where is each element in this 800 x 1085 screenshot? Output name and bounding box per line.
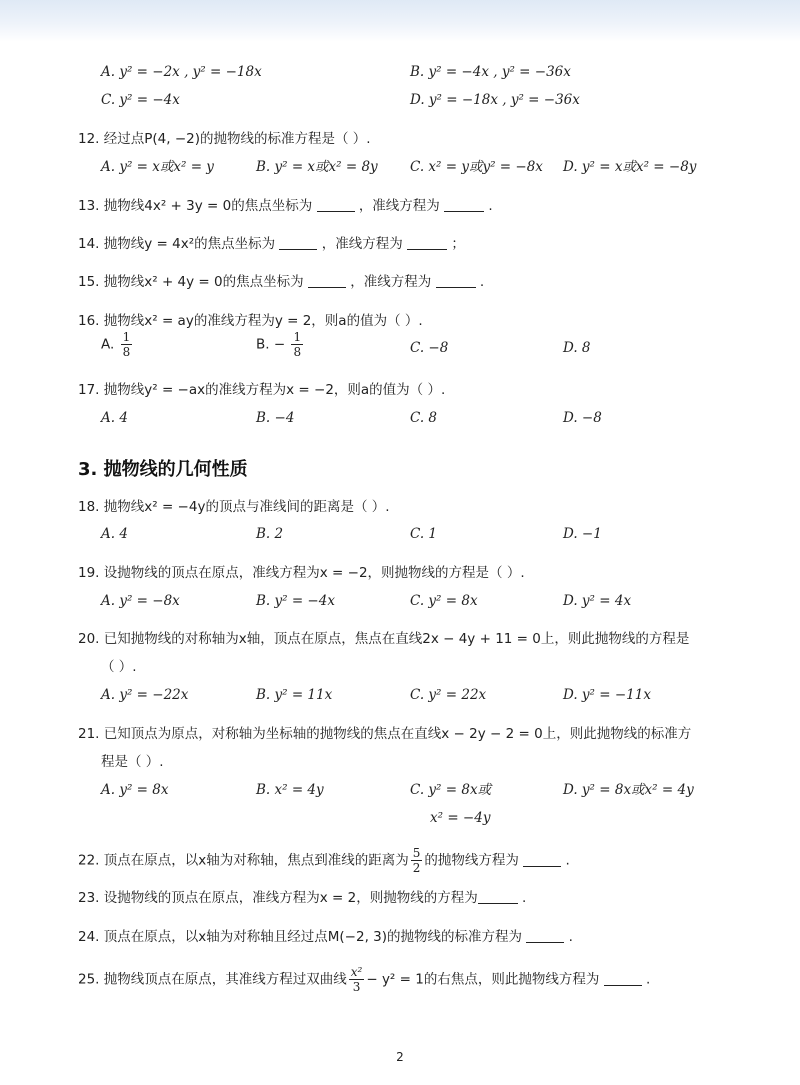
q18-option-a: A. 4 bbox=[101, 526, 128, 542]
q22-text-a: 22. 顶点在原点，以x轴为对称轴，焦点到准线的距离为 bbox=[78, 852, 409, 869]
q23-text-c: . bbox=[522, 890, 527, 906]
answer-blank bbox=[308, 273, 346, 288]
question-15-stem bbox=[78, 272, 484, 292]
q18-option-b: B. 2 bbox=[256, 526, 284, 542]
q19-option-b: B. y² = −4x bbox=[256, 593, 335, 609]
q12-option-a: A. y² = x或x² = y bbox=[101, 159, 214, 175]
q16-option-c: C. −8 bbox=[410, 340, 449, 356]
q25-fraction bbox=[349, 965, 365, 994]
q19-option-d: D. y² = 4x bbox=[563, 593, 632, 609]
answer-blank bbox=[407, 235, 447, 250]
q15-text-c: . bbox=[479, 274, 485, 290]
q25-text-c: . bbox=[645, 971, 651, 988]
option-b: B. y² = −4x , y² = −36x bbox=[410, 64, 571, 80]
q13-text-c: . bbox=[488, 198, 493, 214]
question-21-stem-cont: 程是（ ）. bbox=[101, 754, 164, 770]
question-18-stem: 18. 抛物线x² = −4y的顶点与准线间的距离是（ ）. bbox=[78, 499, 390, 515]
q17-option-a: A. 4 bbox=[101, 410, 128, 426]
q21-option-c: C. y² = 8x或 bbox=[410, 782, 492, 798]
q21-option-d: D. y² = 8x或x² = 4y bbox=[563, 782, 694, 798]
question-12-stem: 12. 经过点P(4, −2)的抛物线的标准方程是（ ）. bbox=[78, 131, 371, 147]
fraction-denominator: 8 bbox=[293, 345, 302, 359]
q25-text-a: 25. 抛物线顶点在原点，其准线方程过双曲线 bbox=[78, 971, 347, 988]
question-25-stem bbox=[78, 965, 650, 994]
q22-text-c: . bbox=[565, 852, 570, 869]
q18-option-d: D. −1 bbox=[563, 526, 602, 542]
section-3-heading: 3. 抛物线的几何性质 bbox=[78, 459, 248, 480]
question-20-stem: 20. 已知抛物线的对称轴为x轴，顶点在原点，焦点在直线2x − 4y + 11 = 0上，则此抛物线的方程是 bbox=[78, 631, 690, 647]
question-23-stem bbox=[78, 888, 526, 908]
q17-option-c: C. 8 bbox=[410, 410, 438, 426]
question-13-stem bbox=[78, 196, 493, 216]
q19-option-c: C. y² = 8x bbox=[410, 593, 478, 609]
q16-b-fraction bbox=[291, 330, 303, 359]
answer-blank bbox=[279, 235, 317, 250]
fraction-denominator: 2 bbox=[412, 861, 421, 875]
q14-text-c: ； bbox=[451, 236, 465, 252]
q24-text-a: 24. 顶点在原点，以x轴为对称轴且经过点M(−2, 3)的抛物线的标准方程为 bbox=[78, 929, 523, 945]
q16-option-d: D. 8 bbox=[563, 340, 591, 356]
q12-option-d: D. y² = x或x² = −8y bbox=[563, 159, 697, 175]
answer-blank bbox=[604, 971, 642, 986]
q21-option-b: B. x² = 4y bbox=[256, 782, 324, 798]
option-c: C. y² = −4x bbox=[101, 92, 180, 108]
answer-blank bbox=[526, 928, 564, 943]
fraction-numerator: x² bbox=[350, 965, 363, 979]
question-24-stem bbox=[78, 927, 573, 947]
q17-option-d: D. −8 bbox=[563, 410, 602, 426]
q16-option-b bbox=[256, 330, 305, 359]
q20-option-d: D. y² = −11x bbox=[563, 687, 651, 703]
fraction-numerator: 5 bbox=[412, 846, 421, 860]
q20-option-a: A. y² = −22x bbox=[101, 687, 189, 703]
q12-option-b: B. y² = x或x² = 8y bbox=[256, 159, 378, 175]
question-20-stem-cont: （ ）. bbox=[101, 659, 137, 675]
q16-b-label: B. − bbox=[256, 336, 286, 353]
question-22-stem bbox=[78, 846, 570, 875]
q12-option-c: C. x² = y或y² = −8x bbox=[410, 159, 543, 175]
fraction-numerator: 1 bbox=[293, 330, 302, 344]
question-16-stem: 16. 抛物线x² = ay的准线方程为y = 2，则a的值为（ ）. bbox=[78, 313, 423, 329]
answer-blank bbox=[478, 889, 518, 904]
q16-a-fraction bbox=[121, 330, 133, 359]
q16-option-a bbox=[101, 330, 134, 359]
q20-option-b: B. y² = 11x bbox=[256, 687, 333, 703]
q23-text-a: 23. 设抛物线的顶点在原点，准线方程为x = 2，则抛物线的方程为 bbox=[78, 890, 478, 906]
question-19-stem: 19. 设抛物线的顶点在原点，准线方程为x = −2，则抛物线的方程是（ ）. bbox=[78, 565, 525, 581]
q18-option-c: C. 1 bbox=[410, 526, 438, 542]
q15-text-a: 15. 抛物线x² + 4y = 0的焦点坐标为 bbox=[78, 274, 304, 290]
q25-text-b: − y² = 1的右焦点，则此抛物线方程为 bbox=[366, 971, 600, 988]
q21-option-c-cont: x² = −4y bbox=[430, 810, 491, 826]
question-14-stem bbox=[78, 234, 465, 254]
question-21-stem: 21. 已知顶点为原点，对称轴为坐标轴的抛物线的焦点在直线x − 2y − 2 = 0上，则此抛物线的标准方 bbox=[78, 726, 692, 742]
answer-blank bbox=[523, 852, 561, 867]
option-d: D. y² = −18x , y² = −36x bbox=[410, 92, 580, 108]
q16-a-label: A. bbox=[101, 336, 115, 353]
question-17-stem: 17. 抛物线y² = −ax的准线方程为x = −2，则a的值为（ ）. bbox=[78, 382, 446, 398]
page-number: 2 bbox=[396, 1050, 404, 1064]
answer-blank bbox=[317, 197, 355, 212]
fraction-denominator: 3 bbox=[352, 980, 361, 994]
fraction-denominator: 8 bbox=[122, 345, 131, 359]
q21-option-a: A. y² = 8x bbox=[101, 782, 169, 798]
q24-text-c: . bbox=[568, 929, 573, 945]
q20-option-c: C. y² = 22x bbox=[410, 687, 487, 703]
fraction-numerator: 1 bbox=[122, 330, 131, 344]
q13-text-b: ，准线方程为 bbox=[358, 198, 440, 214]
q19-option-a: A. y² = −8x bbox=[101, 593, 180, 609]
answer-blank bbox=[436, 273, 476, 288]
q17-option-b: B. −4 bbox=[256, 410, 295, 426]
q14-text-b: ，准线方程为 bbox=[321, 236, 403, 252]
q15-text-b: ，准线方程为 bbox=[350, 274, 432, 290]
answer-blank bbox=[444, 197, 484, 212]
option-a: A. y² = −2x , y² = −18x bbox=[101, 64, 262, 80]
q13-text-a: 13. 抛物线4x² + 3y = 0的焦点坐标为 bbox=[78, 198, 313, 214]
q14-text-a: 14. 抛物线y = 4x²的焦点坐标为 bbox=[78, 236, 276, 252]
q22-fraction bbox=[411, 846, 423, 875]
q22-text-b: 的抛物线方程为 bbox=[424, 852, 519, 869]
